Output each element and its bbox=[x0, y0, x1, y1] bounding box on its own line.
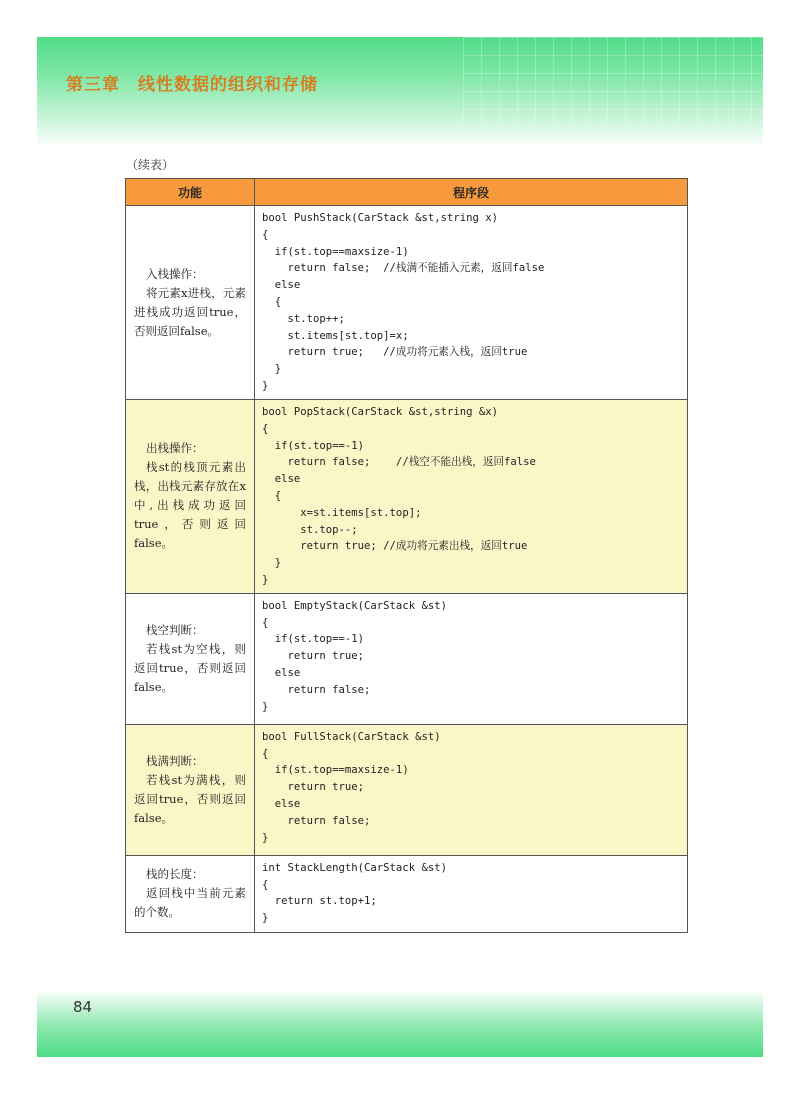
code-cell bbox=[255, 724, 688, 855]
table-row bbox=[126, 593, 688, 724]
function-title: 出栈操作： bbox=[146, 441, 204, 456]
code-block: bool PushStack(CarStack &st,string x) { if(st.top==maxsize-1) return false; //栈满不能插入元素，返回false else { st.top++; st.items[st.top]=x; return true; //成功将元素入栈，返回true } } bbox=[262, 212, 545, 392]
function-cell bbox=[126, 206, 255, 400]
table-row bbox=[126, 206, 688, 400]
header-grid-decoration bbox=[463, 37, 763, 127]
code-block: int StackLength(CarStack &st) { return st.top+1; } bbox=[262, 861, 447, 925]
page-number: 84 bbox=[73, 998, 93, 1016]
function-cell bbox=[126, 400, 255, 594]
footer-band bbox=[37, 990, 763, 1057]
table-row bbox=[126, 400, 688, 594]
function-cell bbox=[126, 593, 255, 724]
function-title: 入栈操作： bbox=[146, 266, 204, 281]
function-title: 栈的长度： bbox=[146, 867, 204, 882]
code-block: bool FullStack(CarStack &st) { if(st.top==maxsize-1) return true; else return false; } bbox=[262, 730, 441, 844]
table-row bbox=[126, 855, 688, 932]
code-cell bbox=[255, 593, 688, 724]
function-description: 若栈st为空栈，则返回true，否则返回false。 bbox=[134, 641, 246, 694]
column-header-code: 程序段 bbox=[255, 179, 688, 206]
continued-label: （续表） bbox=[126, 158, 175, 172]
code-cell bbox=[255, 206, 688, 400]
table-header-row bbox=[126, 179, 688, 206]
function-title: 栈满判断： bbox=[146, 753, 204, 768]
code-cell bbox=[255, 400, 688, 594]
function-description: 将元素x进栈，元素进栈成功返回true，否则返回false。 bbox=[134, 285, 246, 338]
column-header-function: 功能 bbox=[126, 179, 255, 206]
stack-operations-table bbox=[125, 178, 688, 933]
function-title: 栈空判断： bbox=[146, 622, 204, 637]
function-cell bbox=[126, 855, 255, 932]
chapter-title: 第三章 线性数据的组织和存储 bbox=[66, 75, 318, 95]
function-cell bbox=[126, 724, 255, 855]
table-row bbox=[126, 724, 688, 855]
function-description: 栈st的栈顶元素出栈，出栈元素存放在x中,出栈成功返回true，否则返回false。 bbox=[134, 460, 246, 551]
function-description: 返回栈中当前元素的个数。 bbox=[134, 886, 246, 920]
function-description: 若栈st为满栈，则返回true，否则返回false。 bbox=[134, 772, 246, 825]
code-block: bool PopStack(CarStack &st,string &x) { if(st.top==-1) return false; //栈空不能出栈，返回false else { x=st.items[st.top]; st.top--; return true; //成功将元素出栈，返回true } } bbox=[262, 406, 536, 586]
code-cell bbox=[255, 855, 688, 932]
code-block: bool EmptyStack(CarStack &st) { if(st.top==-1) return true; else return false; } bbox=[262, 599, 447, 713]
